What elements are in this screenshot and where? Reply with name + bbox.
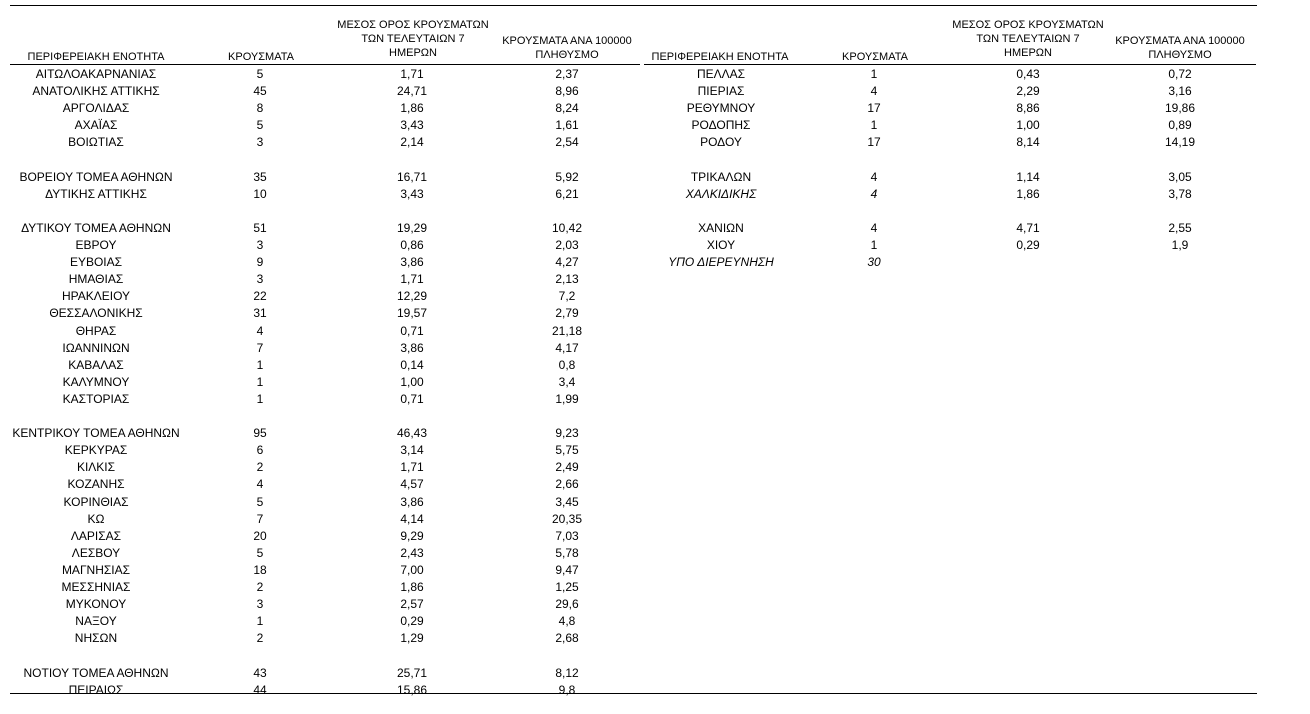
left-row-19-cases: 1 xyxy=(256,391,264,406)
left-row-11-name: ΕΥΒΟΙΑΣ xyxy=(69,255,123,270)
left-row-0-per100k: 2,37 xyxy=(555,67,579,81)
right-header-per100k-line-2: ΠΛΗΘΥΣΜΟ xyxy=(1148,49,1212,61)
left-row-17-cases: 1 xyxy=(256,357,264,372)
left-row-9-name: ΔΥΤΙΚΟΥ ΤΟΜΕΑ ΑΘΗΝΩΝ xyxy=(21,220,171,235)
left-row-30-per100k: 1,25 xyxy=(555,580,579,594)
left-row-9-per100k: 10,42 xyxy=(551,220,583,235)
right-row-7-avg: 1,86 xyxy=(1016,186,1040,201)
left-row-16-name: ΙΩΑΝΝΙΝΩΝ xyxy=(62,340,130,355)
left-row-7-cases: 10 xyxy=(253,186,267,201)
left-row-18-name: ΚΑΛΥΜΝΟΥ xyxy=(62,374,130,389)
left-row-33-cases: 2 xyxy=(256,631,264,646)
left-row-19-avg: 0,71 xyxy=(400,391,424,406)
left-row-21-per100k: 9,23 xyxy=(555,426,579,441)
left-row-6-avg: 16,71 xyxy=(396,169,428,184)
left-row-26-avg: 4,14 xyxy=(400,511,424,526)
left-row-35-avg: 25,71 xyxy=(396,665,428,680)
left-row-36-cases: 44 xyxy=(253,682,267,697)
left-row-31-cases: 3 xyxy=(256,597,264,612)
left-row-36-name: ΠΕΙΡΑΙΩΣ xyxy=(68,682,124,697)
left-row-10-name: ΕΒΡΟΥ xyxy=(75,238,117,252)
right-row-9-name: ΧΑΝΙΩΝ xyxy=(698,220,744,235)
left-row-2-per100k: 8,24 xyxy=(555,101,579,116)
right-row-6-cases: 4 xyxy=(870,169,878,184)
left-row-10-cases: 3 xyxy=(256,238,264,252)
left-row-33-name: ΝΗΣΩΝ xyxy=(74,631,118,646)
left-row-17-name: ΚΑΒΑΛΑΣ xyxy=(68,357,124,372)
left-row-9-cases: 51 xyxy=(253,220,267,235)
left-header-cases-text: ΚΡΟΥΣΜΑΤΑ xyxy=(228,51,294,63)
left-row-23-per100k: 2,49 xyxy=(555,460,579,475)
left-header-avg-line-1: ΜΕΣΟΣ ΟΡΟΣ ΚΡΟΥΣΜΑΤΩΝ xyxy=(337,19,489,31)
left-row-15-per100k: 21,18 xyxy=(551,323,583,338)
left-row-1-name: ΑΝΑΤΟΛΙΚΗΣ ΑΤΤΙΚΗΣ xyxy=(32,84,160,99)
right-row-0-avg: 0,43 xyxy=(1016,67,1040,81)
right-row-10-per100k: 1,9 xyxy=(1171,238,1189,252)
right-row-3-cases: 1 xyxy=(870,118,878,133)
left-row-30-name: ΜΕΣΣΗΝΙΑΣ xyxy=(61,580,131,594)
left-row-15-name: ΘΗΡΑΣ xyxy=(75,323,117,338)
left-row-28-name: ΛΕΣΒΟΥ xyxy=(71,545,121,560)
left-row-35-cases: 43 xyxy=(253,665,267,680)
left-row-35-name: ΝΟΤΙΟΥ ΤΟΜΕΑ ΑΘΗΝΩΝ xyxy=(23,665,169,680)
left-row-31-per100k: 29,6 xyxy=(555,597,579,612)
left-header-avg-line-2: ΤΩΝ ΤΕΛΕΥΤΑΙΩΝ 7 xyxy=(361,33,465,45)
left-row-33-per100k: 2,68 xyxy=(555,631,579,646)
right-row-6-avg: 1,14 xyxy=(1016,169,1040,184)
left-row-23-name: ΚΙΛΚΙΣ xyxy=(76,460,116,475)
bottom-rule xyxy=(10,693,1257,694)
right-row-0-name: ΠΕΛΛΑΣ xyxy=(696,67,746,81)
right-header-underline xyxy=(644,64,1256,65)
left-row-21-avg: 46,43 xyxy=(396,426,428,441)
left-row-23-avg: 1,71 xyxy=(400,460,424,475)
left-row-30-avg: 1,86 xyxy=(400,580,424,594)
right-row-3-per100k: 0,89 xyxy=(1168,118,1192,133)
right-header-avg xyxy=(948,18,1108,60)
right-row-4-cases: 17 xyxy=(867,135,881,150)
left-row-24-name: ΚΟΖΑΝΗΣ xyxy=(67,477,125,492)
left-header-underline xyxy=(10,64,640,65)
left-row-10-avg: 0,86 xyxy=(400,238,424,252)
right-row-10-avg: 0,29 xyxy=(1016,238,1040,252)
left-row-19-name: ΚΑΣΤΟΡΙΑΣ xyxy=(62,391,130,406)
right-row-11-name: ΥΠΟ ΔΙΕΡΕΥΝΗΣΗ xyxy=(668,255,774,270)
right-header-cases-text: ΚΡΟΥΣΜΑΤΑ xyxy=(842,51,908,63)
left-row-1-per100k: 8,96 xyxy=(555,84,579,99)
left-row-33-avg: 1,29 xyxy=(400,631,424,646)
left-row-25-avg: 3,86 xyxy=(400,494,424,509)
left-row-1-cases: 45 xyxy=(253,84,267,99)
right-header-avg-line-1: ΜΕΣΟΣ ΟΡΟΣ ΚΡΟΥΣΜΑΤΩΝ xyxy=(952,19,1104,31)
left-header-per100k-line-1: ΚΡΟΥΣΜΑΤΑ ΑΝΑ 100000 xyxy=(502,35,632,47)
left-row-28-cases: 5 xyxy=(256,545,264,560)
right-row-10-cases: 1 xyxy=(870,238,878,252)
right-row-0-cases: 1 xyxy=(870,67,878,81)
right-row-0-per100k: 0,72 xyxy=(1168,67,1192,81)
left-row-17-per100k: 0,8 xyxy=(558,357,576,372)
right-header-avg-line-2: ΤΩΝ ΤΕΛΕΥΤΑΙΩΝ 7 xyxy=(976,33,1080,45)
left-header-region xyxy=(10,50,182,64)
left-row-26-name: ΚΩ xyxy=(87,511,105,526)
left-row-26-per100k: 20,35 xyxy=(551,511,583,526)
left-row-28-per100k: 5,78 xyxy=(555,545,579,560)
left-row-27-name: ΛΑΡΙΣΑΣ xyxy=(70,528,122,543)
left-header-per100k xyxy=(487,34,647,62)
left-row-7-per100k: 6,21 xyxy=(555,186,579,201)
left-row-12-cases: 3 xyxy=(256,272,264,287)
left-row-13-cases: 22 xyxy=(253,289,267,304)
left-row-16-per100k: 4,17 xyxy=(555,340,579,355)
right-row-6-per100k: 3,05 xyxy=(1168,169,1192,184)
left-row-18-avg: 1,00 xyxy=(400,374,424,389)
left-row-3-avg: 3,43 xyxy=(400,118,424,133)
left-header-region-text: ΠΕΡΙΦΕΡΕΙΑΚΗ ΕΝΟΤΗΤΑ xyxy=(27,51,165,63)
left-row-0-name: ΑΙΤΩΛΟΑΚΑΡΝΑΝΙΑΣ xyxy=(35,67,157,81)
left-row-17-avg: 0,14 xyxy=(400,357,424,372)
left-row-6-cases: 35 xyxy=(253,169,267,184)
left-row-23-cases: 2 xyxy=(256,460,264,475)
left-row-19-per100k: 1,99 xyxy=(555,391,579,406)
left-header-per100k-line-2: ΠΛΗΘΥΣΜΟ xyxy=(535,49,599,61)
left-header-cases xyxy=(216,50,306,64)
left-row-4-per100k: 2,54 xyxy=(555,135,579,150)
left-row-4-cases: 3 xyxy=(256,135,264,150)
left-row-32-per100k: 4,8 xyxy=(558,614,576,629)
left-row-13-name: ΗΡΑΚΛΕΙΟΥ xyxy=(61,289,131,304)
left-row-14-name: ΘΕΣΣΑΛΟΝΙΚΗΣ xyxy=(49,306,143,321)
right-row-7-cases: 4 xyxy=(870,186,878,201)
left-row-31-avg: 2,57 xyxy=(400,597,424,612)
left-row-22-cases: 6 xyxy=(256,443,264,458)
left-row-13-per100k: 7,2 xyxy=(558,289,576,304)
right-row-1-name: ΠΙΕΡΙΑΣ xyxy=(697,84,745,99)
left-row-26-cases: 7 xyxy=(256,511,264,526)
left-row-12-avg: 1,71 xyxy=(400,272,424,287)
left-row-11-per100k: 4,27 xyxy=(555,255,579,270)
left-header-avg xyxy=(333,18,493,60)
left-row-11-cases: 9 xyxy=(256,255,264,270)
left-row-14-avg: 19,57 xyxy=(396,306,428,321)
left-row-22-per100k: 5,75 xyxy=(555,443,579,458)
right-row-3-avg: 1,00 xyxy=(1016,118,1040,133)
left-row-4-name: ΒΟΙΩΤΙΑΣ xyxy=(68,135,124,150)
left-row-29-per100k: 9,47 xyxy=(555,562,579,577)
left-row-29-avg: 7,00 xyxy=(400,562,424,577)
left-row-16-avg: 3,86 xyxy=(400,340,424,355)
left-row-16-cases: 7 xyxy=(256,340,264,355)
left-row-25-cases: 5 xyxy=(256,494,264,509)
left-header-avg-line-3: ΗΜΕΡΩΝ xyxy=(389,47,437,59)
left-row-21-cases: 95 xyxy=(253,426,267,441)
right-row-4-per100k: 14,19 xyxy=(1164,135,1196,150)
left-row-7-name: ΔΥΤΙΚΗΣ ΑΤΤΙΚΗΣ xyxy=(45,186,147,201)
left-row-30-cases: 2 xyxy=(256,580,264,594)
right-header-per100k-line-1: ΚΡΟΥΣΜΑΤΑ ΑΝΑ 100000 xyxy=(1115,35,1245,47)
left-row-9-avg: 19,29 xyxy=(396,220,428,235)
left-row-14-cases: 31 xyxy=(253,306,267,321)
left-row-12-name: ΗΜΑΘΙΑΣ xyxy=(68,272,124,287)
right-row-9-per100k: 2,55 xyxy=(1168,220,1192,235)
left-row-28-avg: 2,43 xyxy=(400,545,424,560)
left-row-32-name: ΝΑΞΟΥ xyxy=(75,614,117,629)
right-row-3-name: ΡΟΔΟΠΗΣ xyxy=(691,118,751,133)
top-rule xyxy=(10,5,1257,6)
left-row-32-avg: 0,29 xyxy=(400,614,424,629)
left-row-27-cases: 20 xyxy=(253,528,267,543)
left-row-3-cases: 5 xyxy=(256,118,264,133)
left-row-31-name: ΜΥΚΟΝΟΥ xyxy=(65,597,127,612)
right-row-9-avg: 4,71 xyxy=(1016,220,1040,235)
left-row-2-cases: 8 xyxy=(256,101,264,116)
left-row-36-per100k: 9,8 xyxy=(558,682,576,697)
left-row-3-name: ΑΧΑΪΑΣ xyxy=(74,118,118,133)
right-row-4-avg: 8,14 xyxy=(1016,135,1040,150)
left-row-2-avg: 1,86 xyxy=(400,101,424,116)
right-row-1-avg: 2,29 xyxy=(1016,84,1040,99)
left-row-0-cases: 5 xyxy=(256,67,264,81)
left-row-27-avg: 9,29 xyxy=(400,528,424,543)
right-row-7-per100k: 3,78 xyxy=(1168,186,1192,201)
left-row-22-avg: 3,14 xyxy=(400,443,424,458)
right-header-region-text: ΠΕΡΙΦΕΡΕΙΑΚΗ ΕΝΟΤΗΤΑ xyxy=(651,51,789,63)
left-row-12-per100k: 2,13 xyxy=(555,272,579,287)
right-row-1-cases: 4 xyxy=(870,84,878,99)
left-row-11-avg: 3,86 xyxy=(400,255,424,270)
left-row-18-per100k: 3,4 xyxy=(558,374,576,389)
right-header-avg-line-3: ΗΜΕΡΩΝ xyxy=(1004,47,1052,59)
right-row-2-avg: 8,86 xyxy=(1016,101,1040,116)
right-row-2-name: ΡΕΘΥΜΝΟΥ xyxy=(686,101,756,116)
left-row-2-name: ΑΡΓΟΛΙΔΑΣ xyxy=(62,101,130,116)
left-row-1-avg: 24,71 xyxy=(396,84,428,99)
left-row-22-name: ΚΕΡΚΥΡΑΣ xyxy=(64,443,128,458)
left-row-6-name: ΒΟΡΕΙΟΥ ΤΟΜΕΑ ΑΘΗΝΩΝ xyxy=(19,169,173,184)
right-row-11-cases: 30 xyxy=(867,255,881,270)
left-row-14-per100k: 2,79 xyxy=(555,306,579,321)
right-row-1-per100k: 3,16 xyxy=(1168,84,1192,99)
right-header-cases xyxy=(830,50,920,64)
left-row-27-per100k: 7,03 xyxy=(555,528,579,543)
left-row-13-avg: 12,29 xyxy=(396,289,428,304)
left-row-7-avg: 3,43 xyxy=(400,186,424,201)
left-row-10-per100k: 2,03 xyxy=(555,238,579,252)
right-row-4-name: ΡΟΔΟΥ xyxy=(700,135,742,150)
left-row-6-per100k: 5,92 xyxy=(555,169,579,184)
left-row-35-per100k: 8,12 xyxy=(555,665,579,680)
right-row-6-name: ΤΡΙΚΑΛΩΝ xyxy=(690,169,752,184)
right-header-region xyxy=(644,50,796,64)
left-row-15-avg: 0,71 xyxy=(400,323,424,338)
right-header-per100k xyxy=(1100,34,1260,62)
right-row-2-per100k: 19,86 xyxy=(1164,101,1196,116)
left-row-29-cases: 18 xyxy=(253,562,267,577)
right-row-2-cases: 17 xyxy=(867,101,881,116)
right-row-7-name: ΧΑΛΚΙΔΙΚΗΣ xyxy=(685,186,757,201)
left-row-24-per100k: 2,66 xyxy=(555,477,579,492)
left-row-24-avg: 4,57 xyxy=(400,477,424,492)
left-row-3-per100k: 1,61 xyxy=(555,118,579,133)
left-row-25-per100k: 3,45 xyxy=(555,494,579,509)
right-row-10-name: ΧΙΟΥ xyxy=(706,238,736,252)
right-row-9-cases: 4 xyxy=(870,220,878,235)
left-row-21-name: ΚΕΝΤΡΙΚΟΥ ΤΟΜΕΑ ΑΘΗΝΩΝ xyxy=(12,426,180,441)
left-row-0-avg: 1,71 xyxy=(400,67,424,81)
left-row-29-name: ΜΑΓΝΗΣΙΑΣ xyxy=(61,562,131,577)
left-row-32-cases: 1 xyxy=(256,614,264,629)
left-row-15-cases: 4 xyxy=(256,323,264,338)
left-row-24-cases: 4 xyxy=(256,477,264,492)
left-row-25-name: ΚΟΡΙΝΘΙΑΣ xyxy=(63,494,129,509)
left-row-4-avg: 2,14 xyxy=(400,135,424,150)
left-row-18-cases: 1 xyxy=(256,374,264,389)
left-row-36-avg: 15,86 xyxy=(396,682,428,697)
